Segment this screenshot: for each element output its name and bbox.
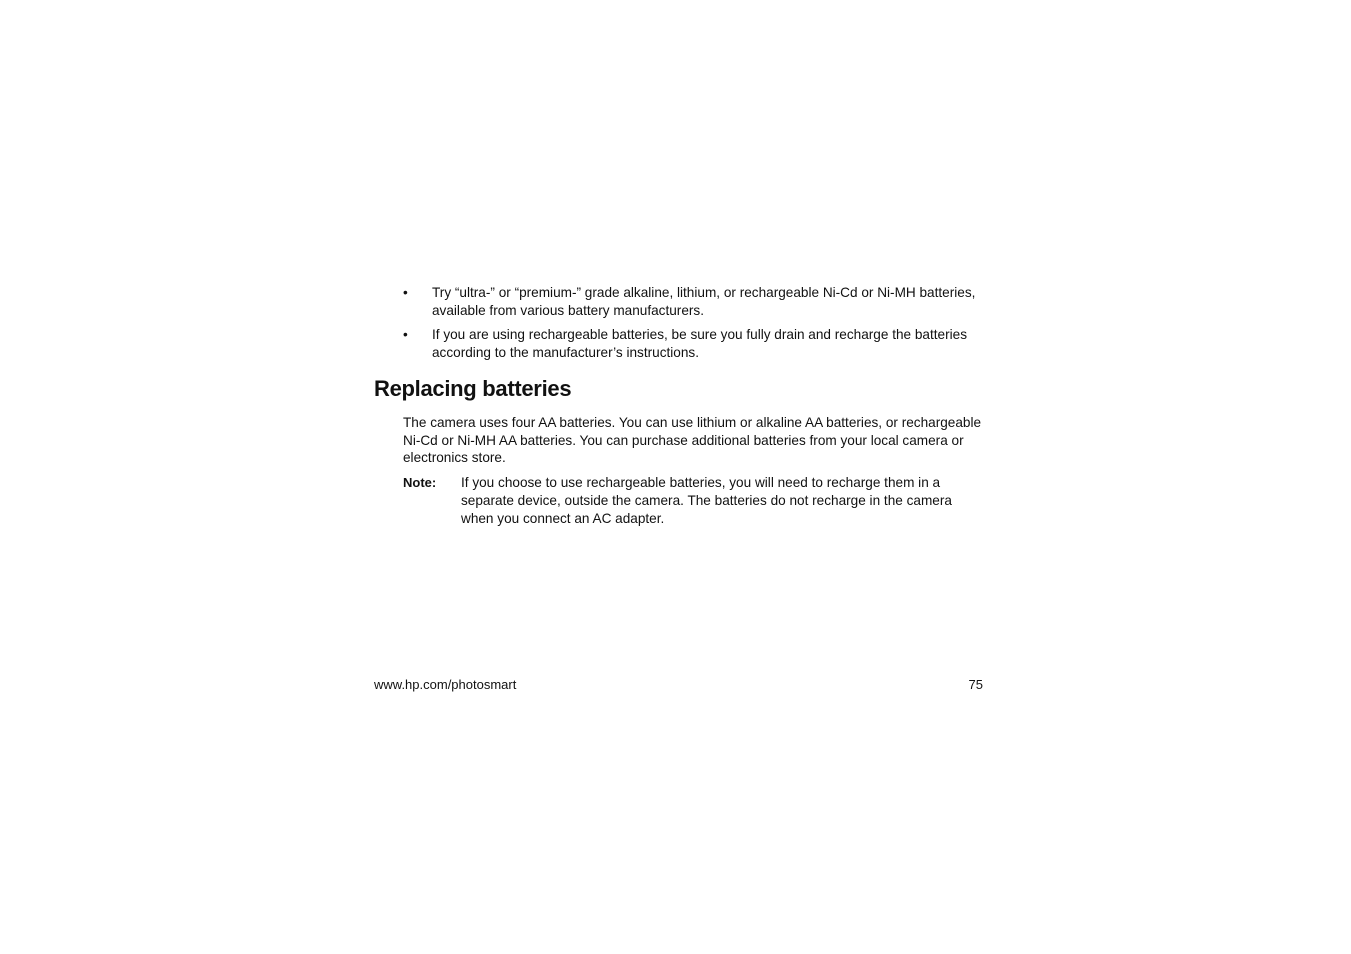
bullet-item [374, 326, 986, 362]
bullet-item [374, 284, 986, 320]
page-number: 75 [968, 677, 983, 692]
section-heading: Replacing batteries [374, 376, 572, 401]
section-body-paragraph: The camera uses four AA batteries. You can use lithium or alkaline AA batteries, or rechargeable Ni-Cd or Ni-MH AA batteries. You can purchase additional batteries from your local camera or electronics store. [403, 415, 982, 466]
bullet-marker: • [403, 327, 408, 342]
footer-url: www.hp.com/photosmart [374, 677, 517, 692]
tips-bullet-list [374, 284, 986, 362]
bullet-text: Try “ultra-” or “premium-” grade alkaline, lithium, or rechargeable Ni-Cd or Ni-MH batteries, available from various battery manufacturers. [432, 285, 976, 318]
note-label: Note: [403, 474, 437, 490]
note-text: If you choose to use rechargeable batteries, you will need to recharge them in a separate device, outside the camera. The batteries do not recharge in the camera when you connect an AC adapter. [461, 474, 952, 526]
bullet-marker: • [403, 285, 408, 300]
bullet-text: If you are using rechargeable batteries, be sure you fully drain and recharge the batteries according to the manufacturer’s instructions. [432, 327, 968, 360]
content-column [374, 284, 986, 528]
note-block [403, 474, 986, 528]
